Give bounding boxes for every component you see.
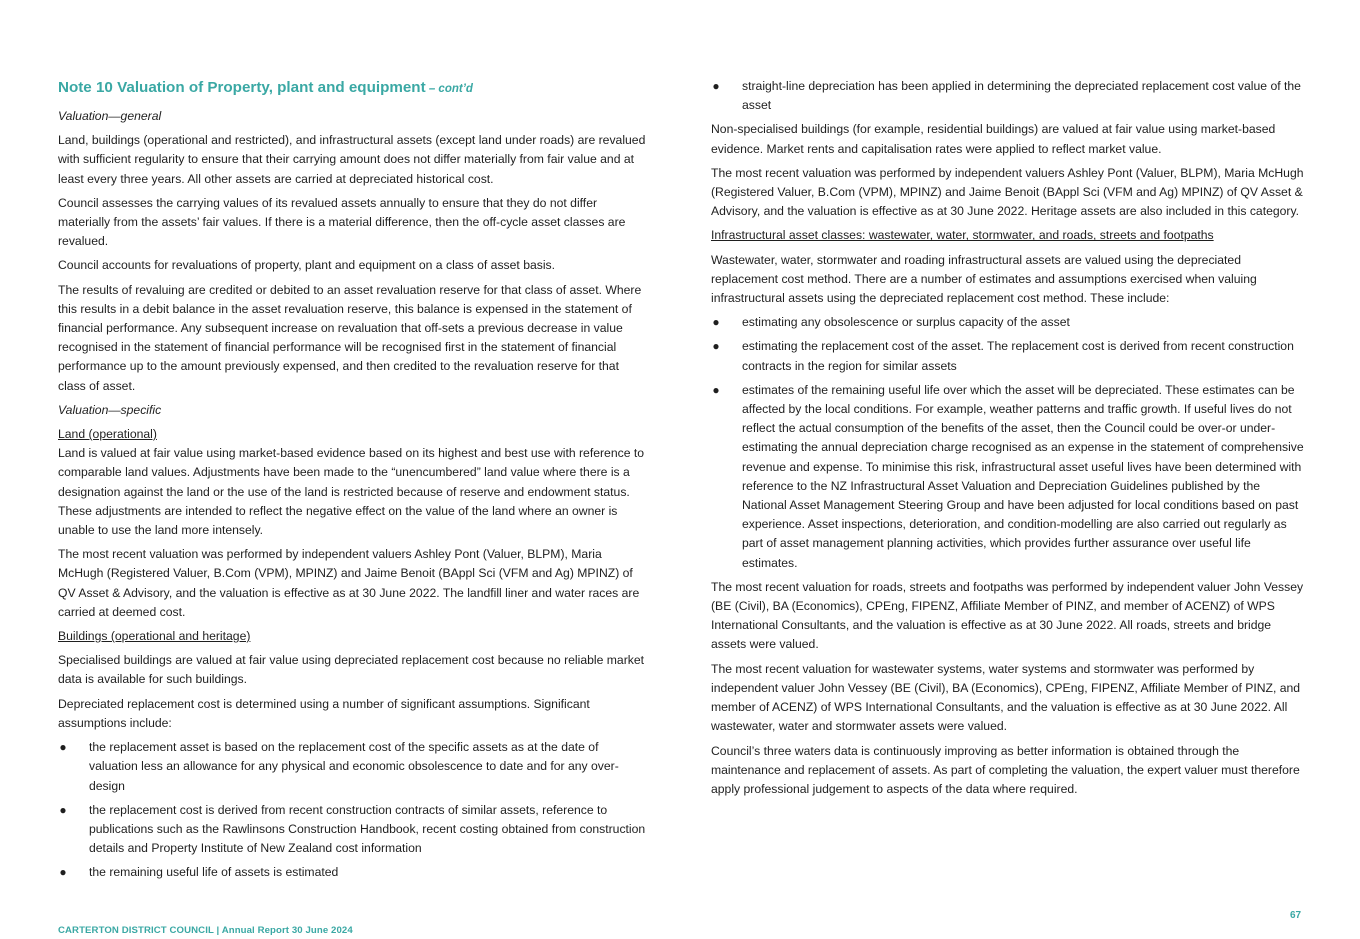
list-item-text: the replacement asset is based on the replacement cost of the specific assets as at the date of valuation less an allowance for any physical and economic obsolescence to date and for any over-design bbox=[89, 740, 619, 793]
paragraph: The most recent valuation for wastewater systems, water systems and stormwater was performed by independent valuer John Vessey (BE (Civil), BA (Economics), CPEng, FIPENZ, Affiliate Member of PINZ, and member of ACENZ) of WPS International Consultants, and the valuation is effective as at 30 June 2022. All wastewater, water and stormwater assets were valued. bbox=[711, 661, 1301, 734]
list-item-text: estimating any obsolescence or surplus capacity of the asset bbox=[742, 315, 1070, 330]
list-item-text: estimating the replacement cost of the asset. The replacement cost is derived from recent construction contracts in the region for similar assets bbox=[742, 339, 1294, 373]
paragraph: The most recent valuation was performed by independent valuers Ashley Pont (Valuer, BLPM), Maria McHugh (Registered Valuer, B.Com (VPM), MPINZ) and Jaime Benoit (BAppl Sci (VFM and Ag) MPINZ) of QV Asset & Advisory, and the valuation is effective as at 30 June 2022. Heritage assets are also included in this category. bbox=[711, 165, 1304, 219]
bullet-icon: ● bbox=[712, 79, 720, 93]
list-item bbox=[58, 801, 650, 859]
bullet-icon: ● bbox=[59, 865, 67, 880]
note-title-text: Note 10 Valuation of Property, plant and equipment bbox=[58, 79, 426, 96]
assumptions-list bbox=[58, 738, 650, 882]
valuation-general-heading: Valuation—general bbox=[58, 109, 162, 123]
paragraph: Non-specialised buildings (for example, residential buildings) are valued at fair value using market-based evidence. Market rents and capitalisation rates were applied to reflect market value. bbox=[711, 122, 1276, 156]
paragraph: Depreciated replacement cost is determined using a number of significant assumptions. Significant assumptions include: bbox=[58, 696, 590, 730]
paragraph: Land, buildings (operational and restricted), and infrastructural assets (except land under roads) are revalued with sufficient regularity to ensure that their carrying amount does not differ materially from fair value and at least every three years. All other assets are carried at depreciated historical cost. bbox=[58, 133, 646, 186]
infrastructure-estimates-list bbox=[711, 313, 1305, 573]
list-item-text: estimates of the remaining useful life over which the asset will be depreciated. These estimates can be affected by the local conditions. For example, weather patterns and traffic growth. If useful lives do not reflect the actual consumption of the benefits of the asset, then the Council could be over-or under-estimating the annual depreciation charge recognised as an expense in the statement of comprehensive revenue and expense. To minimise this risk, infrastructural asset useful lives have been determined with reference to the NZ Infrastructural Asset Valuation and Depreciation Guidelines published by the National Asset Management Steering Group and have been adjusted for local conditions based on past experience. Asset inspections, deterioration, and condition-modelling are also carried out regularly as part of asset management planning activities, which provides further assurance over useful life estimates. bbox=[742, 382, 1304, 570]
list-item bbox=[711, 337, 1305, 375]
paragraph: The results of revaluing are credited or debited to an asset revaluation reserve for that class of asset. Where this results in a debit balance in the asset revaluation reserve, this balance is expensed in the statement of financial performance. Any subsequent increase on revaluation that off-sets a previous decrease in value recognised in the statement of financial performance will be recognised first in the statement of financial performance up to the amount previously expensed, and then credited to the revaluation reserve for that class of asset. bbox=[58, 282, 642, 393]
list-item bbox=[711, 77, 1305, 115]
paragraph: Specialised buildings are valued at fair value using depreciated replacement cost because no reliable market data is available for such buildings. bbox=[58, 653, 645, 687]
list-item bbox=[58, 738, 650, 796]
bullet-icon: ● bbox=[712, 339, 720, 354]
right-column bbox=[711, 77, 1305, 804]
bullet-icon: ● bbox=[712, 382, 720, 397]
paragraph: Council accounts for revaluations of property, plant and equipment on a class of asset basis. bbox=[58, 258, 556, 273]
bullet-icon: ● bbox=[712, 315, 720, 330]
land-operational-heading: Land (operational) bbox=[58, 427, 157, 442]
list-item-text: the remaining useful life of assets is estimated bbox=[89, 865, 339, 880]
paragraph: Land is valued at fair value using market-based evidence based on its highest and best use with reference to comparable land values. Adjustments have been made to the “unencumbered” land value where there is a designation against the land or the use of the land is restricted because of reserve and endowment status. These adjustments are intended to reflect the negative effect on the value of the land where an owner is unable to use the land more intensely. bbox=[58, 446, 645, 538]
bullet-icon: ● bbox=[59, 740, 67, 755]
list-item bbox=[711, 313, 1305, 332]
page-number: 67 bbox=[1290, 910, 1302, 921]
paragraph: The most recent valuation was performed by independent valuers Ashley Pont (Valuer, BLPM), Maria McHugh (Registered Valuer, B.Com (VPM), MPINZ) and Jaime Benoit (BAppl Sci (VFM and Ag) MPINZ) of QV Asset & Advisory, and the valuation is effective as at 30 June 2022. The landfill liner and water races are carried at deemed cost. bbox=[58, 547, 640, 619]
paragraph: The most recent valuation for roads, streets and footpaths was performed by independent valuer John Vessey (BE (Civil), BA (Economics), CPEng, FIPENZ, Affiliate Member of PINZ, and member of ACENZ) of WPS International Consultants, and the valuation is effective as at 30 June 2022. All roads, streets and bridge assets were valued. bbox=[711, 579, 1304, 652]
left-column bbox=[58, 78, 650, 888]
list-item-text: the replacement cost is derived from recent construction contracts of similar assets, reference to publications such as the Rawlinsons Construction Handbook, recent costing obtained from construction details and Property Institute of New Zealand cost information bbox=[89, 802, 646, 856]
list-item bbox=[58, 863, 650, 882]
paragraph: Council’s three waters data is continuously improving as better information is obtained through the maintenance and replacement of assets. As part of completing the valuation, the expert valuer must therefore apply professional judgement to aspects of the data where required. bbox=[711, 743, 1300, 796]
assumptions-list-continued bbox=[711, 77, 1305, 115]
infrastructure-heading: Infrastructural asset classes: wastewater, water, stormwater, and roads, streets and footpaths bbox=[711, 228, 1214, 243]
list-item-text: straight-line depreciation has been applied in determining the depreciated replacement cost value of the asset bbox=[742, 79, 1301, 113]
list-item bbox=[711, 381, 1305, 573]
paragraph: Wastewater, water, stormwater and roading infrastructural assets are valued using the depreciated replacement cost method. There are a number of estimates and assumptions exercised when valuing infrastructural assets using the depreciated replacement cost method. These include: bbox=[711, 252, 1257, 306]
valuation-specific-heading: Valuation—specific bbox=[58, 402, 162, 417]
paragraph: Council assesses the carrying values of its revalued assets annually to ensure that they do not differ materially from the assets’ fair values. If there is a material difference, then the off-cycle asset classes are revalued. bbox=[58, 195, 626, 249]
note-title-contd: – cont’d bbox=[425, 83, 473, 95]
note-title bbox=[58, 78, 650, 99]
bullet-icon: ● bbox=[59, 802, 67, 817]
footer-text: CARTERTON DISTRICT COUNCIL | Annual Report 30 June 2024 bbox=[58, 925, 353, 936]
buildings-heading: Buildings (operational and heritage) bbox=[58, 629, 251, 644]
